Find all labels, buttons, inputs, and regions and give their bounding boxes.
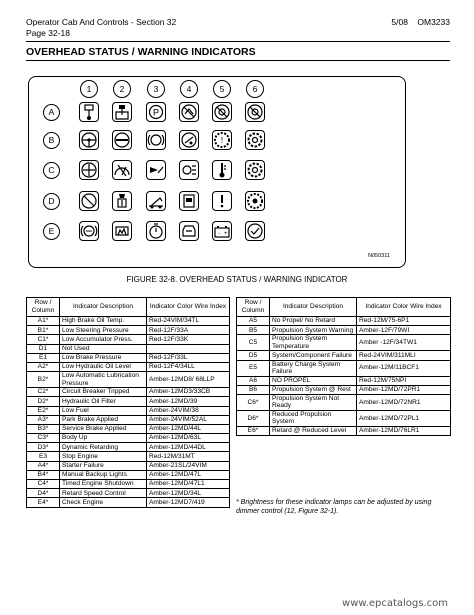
brake-pressure-icon	[146, 130, 166, 150]
row-column-cell: C4*	[27, 480, 60, 489]
engine-icon	[245, 191, 265, 211]
steering-wheel-icon	[79, 130, 99, 150]
row-letter: E	[43, 223, 60, 240]
description-cell: Stop Engine	[60, 452, 147, 461]
wire-index-cell: Amber-12MD/72PR1	[357, 385, 451, 394]
table-row	[237, 326, 451, 335]
table-row	[27, 470, 230, 479]
brake-circle-icon	[245, 130, 265, 150]
brake-temp-icon	[79, 102, 99, 122]
table-row	[27, 452, 230, 461]
wire-index-cell: Red-24VIM/311MLI	[357, 351, 451, 360]
figure-caption: FIGURE 32-8. OVERHEAD STATUS / WARNING INDICATOR	[126, 275, 348, 284]
no-propel-icon	[245, 102, 265, 122]
wire-index-cell: Amber-24VIM/52AL	[147, 415, 230, 424]
description-cell: No Propel/ No Retard	[270, 317, 357, 326]
row-column-cell: E3	[27, 452, 60, 461]
table-row	[27, 480, 230, 489]
column-number: 5	[213, 80, 231, 98]
wire-index-cell: Red-12F/33A	[147, 326, 230, 335]
description-cell: Low Hydraulic Oil Level	[60, 362, 147, 371]
wire-index-cell: Amber-12MD3/33CB	[147, 388, 230, 397]
description-cell: Propulsion System Warning	[270, 326, 357, 335]
row-letter: D	[43, 193, 60, 210]
no-propel-icon	[212, 102, 232, 122]
table-row	[237, 394, 451, 410]
column-number: 1	[80, 80, 98, 98]
row-column-cell: B2*	[27, 372, 60, 388]
wire-index-cell: Red-12M/75NPI	[357, 376, 451, 385]
table-row	[237, 426, 451, 435]
wire-index-cell: Amber-12MD7/419	[147, 498, 230, 507]
table-row	[27, 326, 230, 335]
wire-index-cell: Red-12F/33K	[147, 335, 230, 344]
col-header-wire: Indicator Color Wire Index	[147, 298, 230, 317]
table-row	[27, 415, 230, 424]
row-letter: A	[43, 104, 60, 121]
svg-text:!: !	[220, 136, 224, 145]
table-row	[27, 397, 230, 406]
row-column-cell: E6*	[237, 426, 270, 435]
description-cell: Circuit Breaker Tripped	[60, 388, 147, 397]
body-up-icon	[146, 191, 166, 211]
description-cell: Reduced Propulsion System	[270, 410, 357, 426]
table-row	[27, 461, 230, 470]
description-cell: Park Brake Applied	[60, 415, 147, 424]
lube-icon	[179, 130, 199, 150]
row-column-cell: D4*	[27, 489, 60, 498]
doc-info	[391, 17, 450, 28]
section-label: Operator Cab And Controls - Section 32	[26, 17, 177, 27]
row-column-cell: A5	[237, 317, 270, 326]
column-number: 3	[147, 80, 165, 98]
description-cell: Propulsion System Not Ready	[270, 394, 357, 410]
column-number: 2	[113, 80, 131, 98]
wire-index-cell: Amber-12MD/72PL1	[357, 410, 451, 426]
table-row	[27, 344, 230, 353]
row-column-cell: A4*	[27, 461, 60, 470]
row-column-cell: E4*	[27, 498, 60, 507]
column-number: 4	[180, 80, 198, 98]
starter-icon	[112, 221, 132, 241]
page-number: Page 32-18	[26, 28, 70, 38]
page-header	[26, 17, 450, 39]
row-column-cell: D6*	[237, 410, 270, 426]
table-row	[237, 360, 451, 376]
doc-number: OM3233	[417, 17, 450, 27]
table-row	[27, 434, 230, 443]
wire-index-cell: Amber-12MD8/ 68LLP	[147, 372, 230, 388]
svg-text:+: +	[224, 231, 228, 237]
col-header-description: Indicator Description	[270, 298, 357, 317]
description-cell: Timed Engine Shutdown	[60, 480, 147, 489]
row-column-cell: B6	[237, 385, 270, 394]
table-row	[237, 385, 451, 394]
description-cell: Dynamic Retarding	[60, 443, 147, 452]
row-column-cell: B5	[237, 326, 270, 335]
exclamation-icon	[212, 191, 232, 211]
row-column-cell: B4*	[27, 470, 60, 479]
section-title: OVERHEAD STATUS / WARNING INDICATORS	[26, 46, 256, 58]
svg-text:P: P	[152, 107, 160, 118]
description-cell: Retard @ Reduced Level	[270, 426, 357, 435]
no-icon	[79, 191, 99, 211]
speed-gauge-icon	[112, 160, 132, 180]
row-column-cell: C5	[237, 335, 270, 351]
brake-circle-icon	[245, 160, 265, 180]
steering-accumulator-icon	[112, 130, 132, 150]
wire-index-cell: Amber-21SL/24VIM	[147, 461, 230, 470]
table-row	[27, 424, 230, 433]
description-cell: Retard Speed Control	[60, 489, 147, 498]
table-row	[27, 406, 230, 415]
dynamic-retard-icon	[146, 160, 166, 180]
col-header-row-column: Row / Column	[237, 298, 270, 317]
description-cell: System/Component Failure	[270, 351, 357, 360]
indicator-table-right	[236, 297, 451, 436]
propel-ready-icon	[245, 221, 265, 241]
header-rule	[26, 41, 450, 42]
hydraulic-fuel-icon	[179, 191, 199, 211]
table-row	[237, 335, 451, 351]
brake-dots-icon	[79, 221, 99, 241]
row-column-cell: A1*	[27, 317, 60, 326]
row-letter: B	[43, 132, 60, 149]
row-column-cell: C3*	[27, 434, 60, 443]
wire-index-cell: Red-12M/31MT	[147, 452, 230, 461]
table-row	[27, 317, 230, 326]
wire-index-cell: Red-12F4/34LL	[147, 362, 230, 371]
row-column-cell: D2*	[27, 397, 60, 406]
wire-index-cell: Red-24VIM/34TL	[147, 317, 230, 326]
wire-index-cell: Amber -12F/34TW1	[357, 335, 451, 351]
row-column-cell: C1*	[27, 335, 60, 344]
no-retard-icon	[179, 102, 199, 122]
col-header-description: Indicator Description	[60, 298, 147, 317]
row-column-cell: D5	[237, 351, 270, 360]
table-row	[27, 335, 230, 344]
table-row	[27, 362, 230, 371]
row-column-cell: B1*	[27, 326, 60, 335]
col-header-row-column: Row / Column	[27, 298, 60, 317]
oil-temp-icon	[112, 102, 132, 122]
engine-hood-icon	[179, 221, 199, 241]
description-cell: Low Brake Pressure	[60, 353, 147, 362]
table-row	[237, 410, 451, 426]
row-column-cell: E1	[27, 353, 60, 362]
wire-index-cell: Amber-12MD/34L	[147, 489, 230, 498]
wire-index-cell: Red-12F/33L	[147, 353, 230, 362]
description-cell: Propulsion System @ Rest	[270, 385, 357, 394]
wire-index-cell: Amber-12F/79WI	[357, 326, 451, 335]
wire-index-cell: Amber-24VIM/38	[147, 406, 230, 415]
table-row	[27, 498, 230, 507]
title-rule	[26, 60, 450, 61]
table-row	[27, 353, 230, 362]
table-row	[237, 351, 451, 360]
indicator-table-left	[26, 297, 230, 508]
description-cell: Low Automatic Lubrication Pressure	[60, 372, 147, 388]
description-cell: Low Accumulator Press.	[60, 335, 147, 344]
wire-index-cell: Amber-12MD/72NR1	[357, 394, 451, 410]
hydraulic-filter-icon	[112, 191, 132, 211]
wire-index-cell: Amber-12MD/44DL	[147, 443, 230, 452]
table-row	[27, 388, 230, 397]
timer-icon	[146, 221, 166, 241]
description-cell: Low Fuel	[60, 406, 147, 415]
row-letter: C	[43, 162, 60, 179]
description-cell: Starter Failure	[60, 461, 147, 470]
wire-index-cell: Amber-12MD/63L	[147, 434, 230, 443]
wire-index-cell	[147, 344, 230, 353]
description-cell: Manual Backup Lights	[60, 470, 147, 479]
table-row	[237, 376, 451, 385]
table-row	[237, 317, 451, 326]
footer-watermark: www.epcatalogs.com	[342, 598, 448, 609]
svg-text:-: -	[218, 231, 220, 237]
table-row	[27, 372, 230, 388]
battery-icon	[212, 221, 232, 241]
propel-temp-icon	[79, 160, 99, 180]
wire-index-cell: Amber-12M/11BCF1	[357, 360, 451, 376]
row-column-cell: A3*	[27, 415, 60, 424]
description-cell: Not Used	[60, 344, 147, 353]
row-column-cell: D3*	[27, 443, 60, 452]
description-cell: Low Steering Pressure	[60, 326, 147, 335]
row-column-cell: A6	[237, 376, 270, 385]
gear-warning-icon	[212, 130, 232, 150]
row-column-cell: E5	[237, 360, 270, 376]
wire-index-cell: Amber-12MD/47L	[147, 470, 230, 479]
col-header-wire: Indicator Color Wire Index	[357, 298, 451, 317]
wire-index-cell: Amber-12MD/47L1	[147, 480, 230, 489]
row-column-cell: E2*	[27, 406, 60, 415]
column-number: 6	[246, 80, 264, 98]
description-cell: Service Brake Applied	[60, 424, 147, 433]
description-cell: Check Engine	[60, 498, 147, 507]
figure-part-number: N050311	[368, 253, 390, 259]
wire-index-cell: Amber-12MD/39	[147, 397, 230, 406]
row-column-cell: B3*	[27, 424, 60, 433]
wire-index-cell: Red-12M/75-6P1	[357, 317, 451, 326]
brightness-note: * Brightness for these indicator lamps can be adjusted by using dimmer control (12, Figure 32-1).	[236, 499, 432, 515]
table-row	[27, 443, 230, 452]
description-cell: Propulsion System Temperature	[270, 335, 357, 351]
description-cell: High Brake Oil Temp.	[60, 317, 147, 326]
description-cell: Hydraulic Oil Filter	[60, 397, 147, 406]
row-column-cell: A2*	[27, 362, 60, 371]
parking-p-icon	[146, 102, 166, 122]
row-column-cell: C6*	[237, 394, 270, 410]
row-column-cell: C2*	[27, 388, 60, 397]
thermometer-icon	[212, 160, 232, 180]
retard-lamp-icon	[179, 160, 199, 180]
wire-index-cell: Amber-12MD/44L	[147, 424, 230, 433]
row-column-cell: D1	[27, 344, 60, 353]
description-cell: Body Up	[60, 434, 147, 443]
table-row	[27, 489, 230, 498]
wire-index-cell: Amber-12MD/76LR1	[357, 426, 451, 435]
description-cell: NO PROPEL	[270, 376, 357, 385]
description-cell: Battery Charge System Failure	[270, 360, 357, 376]
doc-date: 5/08	[391, 17, 408, 27]
